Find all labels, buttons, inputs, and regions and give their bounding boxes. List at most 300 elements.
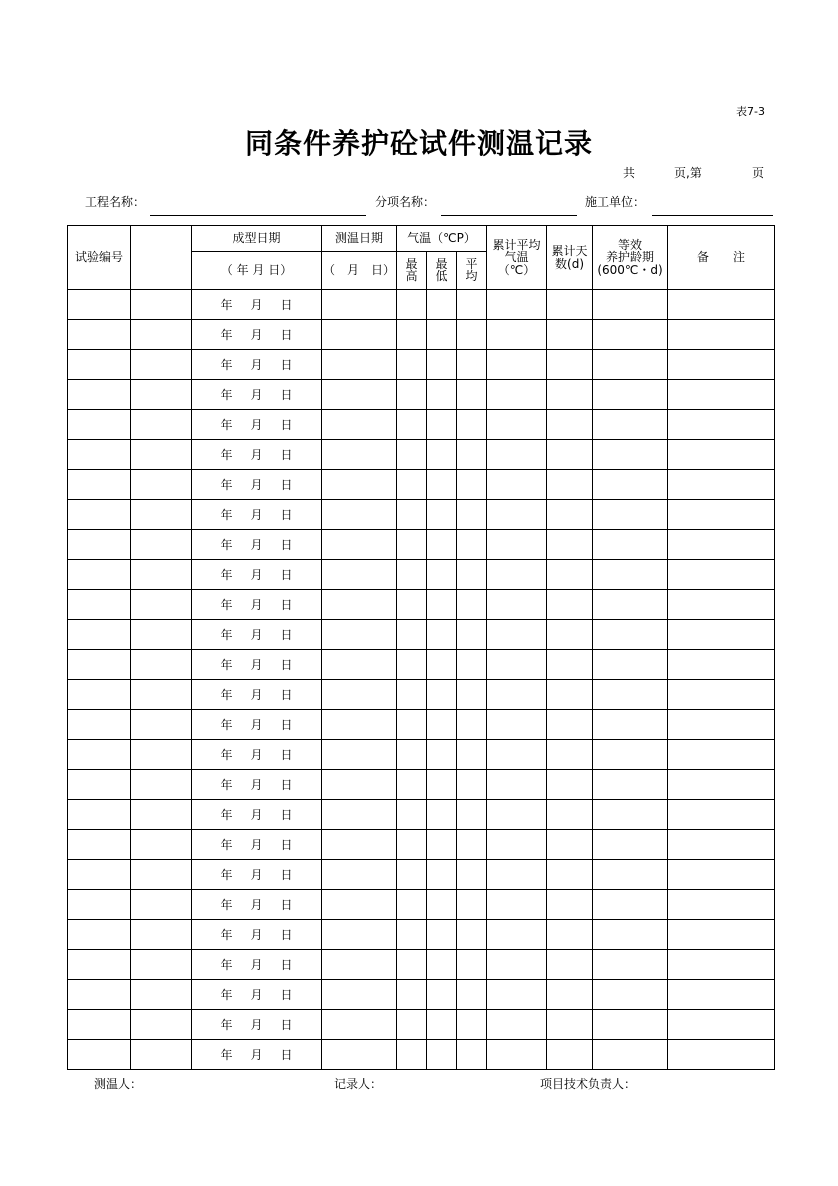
table-cell[interactable] xyxy=(131,560,192,590)
table-cell[interactable] xyxy=(487,890,547,920)
table-cell[interactable] xyxy=(322,590,397,620)
forming-date-cell[interactable] xyxy=(192,860,322,890)
table-cell[interactable] xyxy=(131,290,192,320)
table-cell[interactable] xyxy=(593,410,668,440)
table-cell[interactable] xyxy=(397,950,427,980)
forming-date-cell[interactable] xyxy=(192,530,322,560)
table-cell[interactable] xyxy=(457,830,487,860)
table-cell[interactable] xyxy=(487,500,547,530)
table-cell[interactable] xyxy=(397,470,427,500)
table-cell[interactable] xyxy=(668,350,775,380)
table-cell[interactable] xyxy=(322,710,397,740)
table-cell[interactable] xyxy=(322,800,397,830)
table-cell[interactable] xyxy=(427,860,457,890)
table-cell[interactable] xyxy=(547,950,593,980)
table-cell[interactable] xyxy=(131,350,192,380)
table-cell[interactable] xyxy=(397,1040,427,1070)
table-cell[interactable] xyxy=(457,770,487,800)
table-cell[interactable] xyxy=(487,290,547,320)
table-cell[interactable] xyxy=(593,830,668,860)
table-cell[interactable] xyxy=(547,1040,593,1070)
table-cell[interactable] xyxy=(397,860,427,890)
forming-date-cell[interactable] xyxy=(192,650,322,680)
table-cell[interactable] xyxy=(397,770,427,800)
table-cell[interactable] xyxy=(68,830,131,860)
table-cell[interactable] xyxy=(68,380,131,410)
table-cell[interactable] xyxy=(457,950,487,980)
table-cell[interactable] xyxy=(457,500,487,530)
table-cell[interactable] xyxy=(668,1040,775,1070)
table-cell[interactable] xyxy=(487,800,547,830)
table-cell[interactable] xyxy=(457,350,487,380)
table-cell[interactable] xyxy=(593,890,668,920)
date-month-label: 月 xyxy=(250,508,263,522)
table-cell[interactable] xyxy=(131,1040,192,1070)
table-cell[interactable] xyxy=(131,1010,192,1040)
forming-date-cell[interactable] xyxy=(192,440,322,470)
table-cell[interactable] xyxy=(131,890,192,920)
table-cell[interactable] xyxy=(487,620,547,650)
table-cell[interactable] xyxy=(322,860,397,890)
table-cell[interactable] xyxy=(547,770,593,800)
table-cell[interactable] xyxy=(68,320,131,350)
table-cell[interactable] xyxy=(322,320,397,350)
forming-date-cell[interactable] xyxy=(192,950,322,980)
table-cell[interactable] xyxy=(427,590,457,620)
table-cell[interactable] xyxy=(547,320,593,350)
table-cell[interactable] xyxy=(427,290,457,320)
table-cell[interactable] xyxy=(593,440,668,470)
table-cell[interactable] xyxy=(397,560,427,590)
table-cell[interactable] xyxy=(131,530,192,560)
table-cell[interactable] xyxy=(487,770,547,800)
table-cell[interactable] xyxy=(397,290,427,320)
table-cell[interactable] xyxy=(593,380,668,410)
table-cell[interactable] xyxy=(487,1040,547,1070)
forming-date-cell[interactable] xyxy=(192,560,322,590)
sub-item-field[interactable] xyxy=(441,215,577,216)
table-cell[interactable] xyxy=(668,530,775,560)
table-cell[interactable] xyxy=(131,500,192,530)
forming-date-cell[interactable] xyxy=(192,590,322,620)
table-cell[interactable] xyxy=(68,1010,131,1040)
table-cell[interactable] xyxy=(322,500,397,530)
table-cell[interactable] xyxy=(547,1010,593,1040)
table-cell[interactable] xyxy=(322,1040,397,1070)
table-cell[interactable] xyxy=(427,470,457,500)
table-cell[interactable] xyxy=(322,380,397,410)
table-cell[interactable] xyxy=(593,530,668,560)
table-cell[interactable] xyxy=(397,350,427,380)
measurer-label: 测温人： xyxy=(94,1077,143,1091)
table-cell[interactable] xyxy=(322,620,397,650)
forming-date-cell[interactable] xyxy=(192,680,322,710)
table-cell[interactable] xyxy=(593,680,668,710)
table-cell[interactable] xyxy=(547,830,593,860)
table-cell[interactable] xyxy=(668,860,775,890)
table-cell[interactable] xyxy=(668,560,775,590)
table-cell[interactable] xyxy=(668,290,775,320)
table-cell[interactable] xyxy=(427,530,457,560)
table-cell[interactable] xyxy=(593,620,668,650)
table-cell[interactable] xyxy=(668,980,775,1010)
table-cell[interactable] xyxy=(668,950,775,980)
table-cell[interactable] xyxy=(397,800,427,830)
table-cell[interactable] xyxy=(322,470,397,500)
table-cell[interactable] xyxy=(547,500,593,530)
table-cell[interactable] xyxy=(427,500,457,530)
table-cell[interactable] xyxy=(427,950,457,980)
table-cell[interactable] xyxy=(131,320,192,350)
table-cell[interactable] xyxy=(68,290,131,320)
table-cell[interactable] xyxy=(131,740,192,770)
forming-date-cell[interactable] xyxy=(192,410,322,440)
table-cell[interactable] xyxy=(593,1040,668,1070)
table-cell[interactable] xyxy=(322,410,397,440)
table-cell[interactable] xyxy=(131,800,192,830)
table-cell[interactable] xyxy=(427,800,457,830)
table-cell[interactable] xyxy=(397,920,427,950)
table-cell[interactable] xyxy=(322,740,397,770)
table-cell[interactable] xyxy=(68,590,131,620)
table-cell[interactable] xyxy=(68,950,131,980)
table-cell[interactable] xyxy=(131,980,192,1010)
table-cell[interactable] xyxy=(457,860,487,890)
table-cell[interactable] xyxy=(131,380,192,410)
table-cell[interactable] xyxy=(668,620,775,650)
table-cell[interactable] xyxy=(427,560,457,590)
table-cell[interactable] xyxy=(427,320,457,350)
table-cell[interactable] xyxy=(322,290,397,320)
table-cell[interactable] xyxy=(457,470,487,500)
table-cell[interactable] xyxy=(593,290,668,320)
table-cell[interactable] xyxy=(427,710,457,740)
table-cell[interactable] xyxy=(547,290,593,320)
date-year-label: 年 xyxy=(220,658,233,672)
table-cell[interactable] xyxy=(547,800,593,830)
table-cell[interactable] xyxy=(668,830,775,860)
forming-date-cell[interactable] xyxy=(192,350,322,380)
table-cell[interactable] xyxy=(427,830,457,860)
table-cell[interactable] xyxy=(668,1010,775,1040)
table-cell[interactable] xyxy=(487,860,547,890)
table-cell[interactable] xyxy=(397,530,427,560)
table-cell[interactable] xyxy=(547,920,593,950)
table-cell[interactable] xyxy=(322,680,397,710)
table-cell[interactable] xyxy=(131,830,192,860)
table-cell[interactable] xyxy=(487,440,547,470)
forming-date-cell[interactable] xyxy=(192,890,322,920)
table-cell[interactable] xyxy=(131,920,192,950)
table-cell[interactable] xyxy=(668,650,775,680)
table-cell[interactable] xyxy=(427,380,457,410)
table-cell[interactable] xyxy=(668,920,775,950)
forming-date-cell[interactable] xyxy=(192,380,322,410)
table-cell[interactable] xyxy=(68,740,131,770)
table-cell[interactable] xyxy=(593,770,668,800)
date-day-label: 日 xyxy=(280,748,293,762)
table-cell[interactable] xyxy=(668,440,775,470)
forming-date-cell[interactable] xyxy=(192,710,322,740)
table-cell[interactable] xyxy=(547,890,593,920)
table-cell[interactable] xyxy=(547,740,593,770)
table-cell[interactable] xyxy=(397,380,427,410)
table-cell[interactable] xyxy=(487,920,547,950)
table-cell[interactable] xyxy=(487,710,547,740)
table-cell[interactable] xyxy=(668,380,775,410)
table-cell[interactable] xyxy=(322,830,397,860)
table-cell[interactable] xyxy=(457,650,487,680)
table-cell[interactable] xyxy=(131,470,192,500)
table-cell[interactable] xyxy=(457,800,487,830)
table-cell[interactable] xyxy=(668,800,775,830)
table-cell[interactable] xyxy=(397,410,427,440)
table-cell[interactable] xyxy=(427,350,457,380)
forming-date-cell[interactable] xyxy=(192,1010,322,1040)
table-cell[interactable] xyxy=(457,620,487,650)
table-cell[interactable] xyxy=(131,680,192,710)
table-cell[interactable] xyxy=(668,410,775,440)
table-cell[interactable] xyxy=(68,860,131,890)
table-cell[interactable] xyxy=(397,680,427,710)
table-cell[interactable] xyxy=(68,410,131,440)
table-cell[interactable] xyxy=(457,410,487,440)
table-cell[interactable] xyxy=(68,800,131,830)
forming-date-cell[interactable] xyxy=(192,770,322,800)
table-row xyxy=(68,320,775,350)
forming-date-cell[interactable] xyxy=(192,920,322,950)
table-cell[interactable] xyxy=(547,470,593,500)
table-cell[interactable] xyxy=(457,920,487,950)
forming-date-cell[interactable] xyxy=(192,830,322,860)
table-cell[interactable] xyxy=(547,860,593,890)
table-cell[interactable] xyxy=(457,590,487,620)
table-cell[interactable] xyxy=(593,710,668,740)
table-cell[interactable] xyxy=(487,380,547,410)
table-cell[interactable] xyxy=(593,950,668,980)
table-cell[interactable] xyxy=(487,740,547,770)
table-cell[interactable] xyxy=(487,410,547,440)
table-cell[interactable] xyxy=(668,710,775,740)
table-cell[interactable] xyxy=(322,950,397,980)
table-cell[interactable] xyxy=(487,320,547,350)
table-cell[interactable] xyxy=(487,350,547,380)
table-cell[interactable] xyxy=(131,650,192,680)
table-cell[interactable] xyxy=(487,1010,547,1040)
table-cell[interactable] xyxy=(68,980,131,1010)
forming-date-cell[interactable] xyxy=(192,500,322,530)
table-cell[interactable] xyxy=(487,980,547,1010)
forming-date-cell[interactable] xyxy=(192,320,322,350)
forming-date-cell[interactable] xyxy=(192,800,322,830)
table-cell[interactable] xyxy=(427,650,457,680)
forming-date-cell[interactable] xyxy=(192,980,322,1010)
table-cell[interactable] xyxy=(668,320,775,350)
table-cell[interactable] xyxy=(322,530,397,560)
table-cell[interactable] xyxy=(68,710,131,740)
table-cell[interactable] xyxy=(487,950,547,980)
table-cell[interactable] xyxy=(322,650,397,680)
forming-date-cell[interactable] xyxy=(192,620,322,650)
table-cell[interactable] xyxy=(668,890,775,920)
table-cell[interactable] xyxy=(427,680,457,710)
table-cell[interactable] xyxy=(668,470,775,500)
table-cell[interactable] xyxy=(457,740,487,770)
table-cell[interactable] xyxy=(397,590,427,620)
table-cell[interactable] xyxy=(668,500,775,530)
table-cell[interactable] xyxy=(427,890,457,920)
table-cell[interactable] xyxy=(68,1040,131,1070)
table-cell[interactable] xyxy=(547,620,593,650)
table-cell[interactable] xyxy=(487,470,547,500)
table-cell[interactable] xyxy=(131,620,192,650)
table-cell[interactable] xyxy=(487,560,547,590)
table-cell[interactable] xyxy=(397,500,427,530)
table-cell[interactable] xyxy=(547,440,593,470)
table-cell[interactable] xyxy=(593,500,668,530)
table-cell[interactable] xyxy=(457,1010,487,1040)
table-cell[interactable] xyxy=(427,1040,457,1070)
table-cell[interactable] xyxy=(547,710,593,740)
table-cell[interactable] xyxy=(547,590,593,620)
date-day-label: 日 xyxy=(280,658,293,672)
table-cell[interactable] xyxy=(68,530,131,560)
table-cell[interactable] xyxy=(131,860,192,890)
table-cell[interactable] xyxy=(397,980,427,1010)
table-cell[interactable] xyxy=(427,410,457,440)
forming-date-cell[interactable] xyxy=(192,1040,322,1070)
table-row xyxy=(68,770,775,800)
table-cell[interactable] xyxy=(593,470,668,500)
table-cell[interactable] xyxy=(593,650,668,680)
table-cell[interactable] xyxy=(547,530,593,560)
table-cell[interactable] xyxy=(487,650,547,680)
table-cell[interactable] xyxy=(593,980,668,1010)
table-cell[interactable] xyxy=(487,590,547,620)
table-cell[interactable] xyxy=(397,320,427,350)
table-cell[interactable] xyxy=(593,1010,668,1040)
table-cell[interactable] xyxy=(457,320,487,350)
table-cell[interactable] xyxy=(668,680,775,710)
table-cell[interactable] xyxy=(68,650,131,680)
table-cell[interactable] xyxy=(427,770,457,800)
table-cell[interactable] xyxy=(131,590,192,620)
table-cell[interactable] xyxy=(322,890,397,920)
header-cumulative-avg-line2: 气温 xyxy=(504,250,529,265)
table-cell[interactable] xyxy=(457,1040,487,1070)
table-cell[interactable] xyxy=(397,740,427,770)
table-cell[interactable] xyxy=(593,740,668,770)
table-cell[interactable] xyxy=(131,410,192,440)
table-cell[interactable] xyxy=(427,1010,457,1040)
table-cell[interactable] xyxy=(457,710,487,740)
table-cell[interactable] xyxy=(457,440,487,470)
table-cell[interactable] xyxy=(457,290,487,320)
table-cell[interactable] xyxy=(487,830,547,860)
table-cell[interactable] xyxy=(397,650,427,680)
table-cell[interactable] xyxy=(68,350,131,380)
table-cell[interactable] xyxy=(547,410,593,440)
table-cell[interactable] xyxy=(457,560,487,590)
table-cell[interactable] xyxy=(547,380,593,410)
table-cell[interactable] xyxy=(322,1010,397,1040)
table-cell[interactable] xyxy=(397,1010,427,1040)
table-cell[interactable] xyxy=(668,770,775,800)
table-cell[interactable] xyxy=(668,590,775,620)
table-cell[interactable] xyxy=(547,350,593,380)
contractor-field[interactable] xyxy=(652,215,773,216)
table-cell[interactable] xyxy=(457,890,487,920)
table-cell[interactable] xyxy=(68,890,131,920)
table-cell[interactable] xyxy=(547,650,593,680)
table-cell[interactable] xyxy=(427,740,457,770)
table-cell[interactable] xyxy=(427,440,457,470)
table-cell[interactable] xyxy=(427,980,457,1010)
table-cell[interactable] xyxy=(457,530,487,560)
table-cell[interactable] xyxy=(322,440,397,470)
table-cell[interactable] xyxy=(593,590,668,620)
table-cell[interactable] xyxy=(397,890,427,920)
table-cell[interactable] xyxy=(68,560,131,590)
table-cell[interactable] xyxy=(131,710,192,740)
table-cell[interactable] xyxy=(131,440,192,470)
forming-date-cell[interactable] xyxy=(192,290,322,320)
table-cell[interactable] xyxy=(547,980,593,1010)
table-cell[interactable] xyxy=(68,770,131,800)
table-cell[interactable] xyxy=(593,860,668,890)
forming-date-cell[interactable] xyxy=(192,470,322,500)
table-cell[interactable] xyxy=(487,680,547,710)
table-cell[interactable] xyxy=(457,380,487,410)
table-cell[interactable] xyxy=(593,320,668,350)
table-cell[interactable] xyxy=(593,560,668,590)
table-cell[interactable] xyxy=(397,620,427,650)
table-cell[interactable] xyxy=(68,500,131,530)
table-cell[interactable] xyxy=(427,620,457,650)
forming-date-cell[interactable] xyxy=(192,740,322,770)
table-cell[interactable] xyxy=(593,920,668,950)
date-day-label: 日 xyxy=(280,478,293,492)
table-cell[interactable] xyxy=(68,920,131,950)
table-cell[interactable] xyxy=(397,710,427,740)
table-cell[interactable] xyxy=(68,440,131,470)
table-cell[interactable] xyxy=(427,920,457,950)
table-cell[interactable] xyxy=(68,470,131,500)
table-cell[interactable] xyxy=(131,950,192,980)
table-cell[interactable] xyxy=(397,830,427,860)
page-title: 同条件养护砼试件测温记录 xyxy=(244,127,593,160)
table-cell[interactable] xyxy=(397,440,427,470)
table-cell[interactable] xyxy=(68,620,131,650)
table-cell[interactable] xyxy=(322,980,397,1010)
table-cell[interactable] xyxy=(322,920,397,950)
table-cell[interactable] xyxy=(68,680,131,710)
table-cell[interactable] xyxy=(547,560,593,590)
table-cell[interactable] xyxy=(547,680,593,710)
temperature-record-table xyxy=(67,225,775,1070)
table-cell[interactable] xyxy=(322,770,397,800)
table-cell[interactable] xyxy=(668,740,775,770)
project-name-field[interactable] xyxy=(150,215,366,216)
table-cell[interactable] xyxy=(322,560,397,590)
table-cell[interactable] xyxy=(593,350,668,380)
table-cell[interactable] xyxy=(487,530,547,560)
table-cell[interactable] xyxy=(593,800,668,830)
table-cell[interactable] xyxy=(131,770,192,800)
table-cell[interactable] xyxy=(457,680,487,710)
table-cell[interactable] xyxy=(457,980,487,1010)
table-cell[interactable] xyxy=(322,350,397,380)
